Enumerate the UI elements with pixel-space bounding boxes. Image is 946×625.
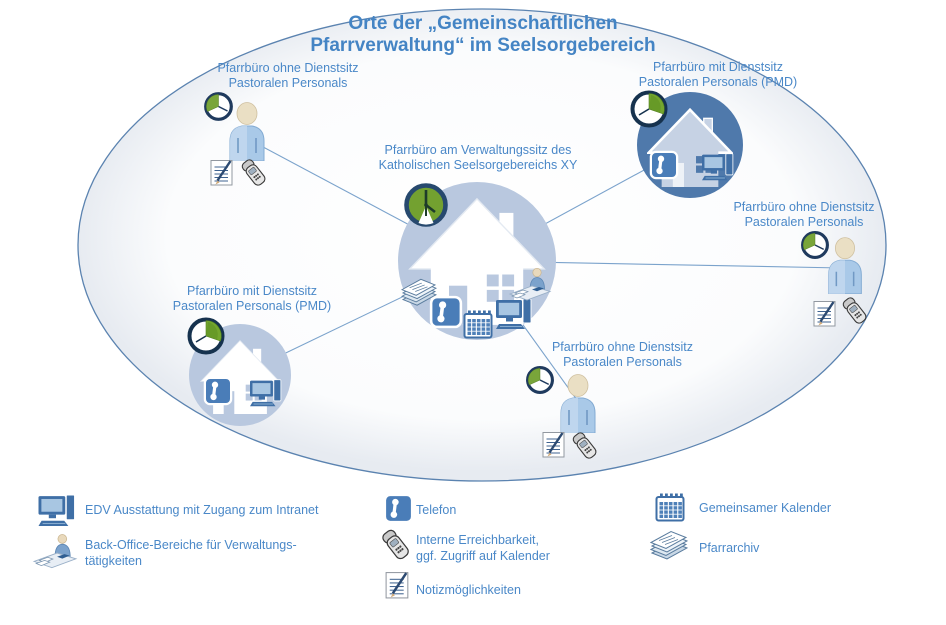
phone-icon	[383, 493, 414, 524]
diagram-title	[273, 13, 693, 58]
archive-icon	[646, 528, 692, 562]
mobile-phone-icon	[237, 158, 271, 188]
node-top-left-label-line2: Pastoralen Personals	[228, 76, 348, 91]
legend-edv-label: EDV Ausstattung mit Zugang zum Intranet	[85, 503, 319, 517]
computer-icon	[700, 152, 734, 182]
legend-kalender-label: Gemeinsamer Kalender	[699, 501, 832, 515]
calendar-icon	[654, 491, 686, 523]
notes-icon	[812, 299, 839, 328]
legend-backoffice-label-line1: Back-Office-Bereiche für Verwaltungs-	[85, 538, 297, 552]
backoffice-icon	[32, 532, 78, 572]
node-bottom-center-label-line2: Pastoralen Personals	[563, 355, 682, 370]
phone-icon	[203, 376, 233, 406]
clock-icon	[185, 315, 227, 357]
node-top-left-label	[188, 61, 388, 92]
notes-icon	[384, 570, 412, 600]
diagram-title-line2: Pfarrverwaltung“ im Seelsorgebereich	[310, 35, 656, 57]
node-bottom-left-label-line1: Pfarrbüro mit Dienstsitz	[187, 284, 317, 298]
node-right-label-line1: Pfarrbüro ohne Dienstsitz	[733, 200, 875, 214]
legend-telefon-label: Telefon	[416, 503, 457, 517]
backoffice-icon	[508, 266, 552, 304]
legend-mobil-label-line1: Interne Erreichbarkeit,	[416, 533, 539, 547]
legend-mobil-label	[416, 532, 636, 564]
person-icon	[552, 373, 604, 433]
node-top-left-label-line1: Pfarrbüro ohne Dienstsitz	[217, 61, 359, 75]
clock-icon	[628, 88, 670, 130]
person-icon	[221, 101, 273, 161]
node-top-right-label	[598, 60, 838, 91]
computer-icon	[36, 493, 76, 528]
calendar-icon	[462, 308, 494, 340]
mobile-phone-icon	[838, 296, 872, 326]
node-bottom-left-label-line2: Pastoralen Personals (PMD)	[172, 299, 332, 314]
node-right-label	[704, 200, 904, 231]
legend-archiv-label: Pfarrarchiv	[699, 541, 760, 555]
phone-icon	[649, 150, 679, 180]
legend-mobil-label-line2: ggf. Zugriff auf Kalender	[416, 549, 550, 563]
node-top-right-label-line2: Pastoralen Personals (PMD)	[638, 75, 798, 90]
node-right-label-line2: Pastoralen Personals	[744, 215, 864, 230]
hub-label-line2: Katholischen Seelsorgebereichs XY	[378, 158, 578, 173]
computer-icon	[248, 378, 282, 408]
clock-icon	[401, 180, 451, 230]
hub-label	[352, 143, 604, 174]
legend-backoffice-label	[85, 537, 385, 569]
node-top-right-label-line1: Pfarrbüro mit Dienstsitz	[653, 60, 783, 74]
mobile-phone-icon	[568, 431, 602, 461]
notes-icon	[209, 158, 236, 187]
phone-icon	[429, 295, 463, 329]
person-icon	[820, 236, 870, 294]
hub-label-line1: Pfarrbüro am Verwaltungssitz des	[384, 143, 572, 157]
legend-backoffice-label-line2: tätigkeiten	[85, 554, 142, 568]
mobile-phone-icon	[377, 528, 415, 562]
notes-icon	[541, 430, 568, 459]
node-bottom-left-label	[152, 284, 352, 315]
diagram-title-line1: Orte der „Gemeinschaftlichen	[348, 13, 618, 34]
legend-notiz-label: Notizmöglichkeiten	[416, 583, 521, 597]
node-bottom-center-label-line1: Pfarrbüro ohne Dienstsitz	[551, 340, 694, 354]
